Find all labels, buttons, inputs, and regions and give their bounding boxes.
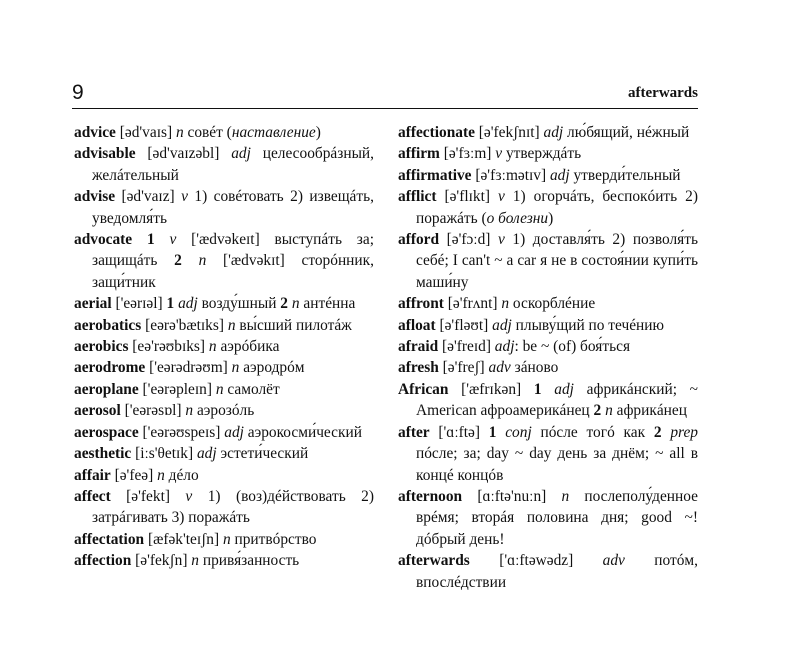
definition-text: африкáнский; ~ American афроамерикáнец: [416, 380, 699, 420]
page-number: 9: [72, 81, 84, 104]
headword: African: [398, 380, 449, 398]
definition-text: [ə'flɪkt]: [436, 188, 498, 206]
dictionary-entry: [74, 315, 374, 336]
sense-number: 2: [174, 252, 182, 270]
definition-text: [ə'fɜːm]: [439, 145, 496, 163]
definition-text: [496, 424, 505, 441]
dictionary-entry: [398, 315, 698, 336]
definition-text: привя́занность: [199, 552, 300, 570]
dictionary-entry: [74, 186, 374, 229]
dictionary-entry: [74, 486, 374, 529]
definition-text: [ə'fekʃn]: [131, 552, 192, 570]
grammar-label: n: [208, 338, 217, 356]
dictionary-entry: [398, 143, 698, 164]
definition-text: ['eərəpleɪn]: [138, 380, 216, 398]
grammar-label: о болезни: [486, 209, 549, 227]
grammar-label: adj: [494, 338, 515, 356]
definition-text: ['ɑːftəwədz]: [469, 552, 603, 570]
definition-text: [əd'vaɪzəbl]: [135, 145, 232, 163]
definition-text: [ə'fekt]: [110, 487, 186, 505]
headword: afternoon: [398, 487, 463, 505]
definition-text: самолёт: [223, 380, 280, 398]
definition-text: утверждáть: [502, 145, 582, 163]
definition-text: возду́шный: [197, 295, 281, 313]
definition-text: утверди́тельный: [569, 166, 681, 184]
definition-text: 1) огорчáть, беспокóить 2) поражáть (: [416, 188, 698, 227]
definition-text: 1) (воз)дéйствовать 2) затрáгивать 3) поражáть: [92, 487, 374, 527]
definition-text: притвóрство: [230, 530, 317, 548]
right-column: [398, 122, 698, 593]
definition-text: ['ædvəkeɪt] выступáть за; защищáть: [92, 231, 374, 270]
definition-text: : be ~ (of) боя́ться: [514, 338, 631, 356]
dictionary-entry: [398, 422, 698, 486]
definition-text: ): [548, 209, 554, 227]
definition-text: [ə'feə]: [110, 466, 158, 484]
definition-text: целесообрáзный, желáтельный: [92, 145, 374, 184]
dictionary-entry: [74, 465, 374, 486]
definition-text: [iːs'θetɪk]: [131, 445, 197, 463]
definition-text: дéло: [164, 466, 199, 484]
definition-text: аэрóбика: [216, 338, 280, 356]
headword: affection: [74, 552, 132, 570]
definition-text: [155, 231, 170, 248]
definition-text: лю́бящий, нéжный: [563, 124, 690, 141]
grammar-label: v: [497, 188, 505, 206]
grammar-label: adv: [602, 552, 625, 570]
grammar-label: n: [222, 530, 231, 548]
definition-text: зáново: [510, 359, 559, 377]
headword: afford: [398, 231, 440, 249]
dictionary-entry: [398, 229, 698, 293]
definition-text: послеполу́денное врéмя; вторáя половина дня; good ~! дóбрый день!: [416, 487, 698, 548]
definition-text: совéт (: [183, 124, 232, 141]
headword: afflict: [398, 188, 437, 206]
definition-text: [eə'rəʊbɪks]: [128, 338, 209, 356]
definition-text: ['eərədrəʊm]: [145, 359, 232, 377]
dictionary-entry: [398, 336, 698, 357]
dictionary-entry: [74, 550, 374, 571]
sense-number: 2: [593, 402, 602, 420]
definition-text: [ə'fɔːd]: [439, 231, 498, 249]
definition-text: эстети́ческий: [216, 445, 309, 463]
header-rule: [72, 108, 698, 109]
grammar-label: adj: [549, 166, 570, 184]
definition-text: 1) доставля́ть 2) позволя́ть себé; I can't ~ a car я не в состоя́нии купи́ть маши́ну: [416, 231, 698, 291]
definition-text: [eərə'bætɪks]: [141, 316, 228, 334]
grammar-label: v: [185, 487, 193, 505]
definition-text: [ə'freʃ]: [438, 359, 489, 377]
sense-number: 1: [533, 380, 542, 398]
sense-number: 1: [488, 423, 497, 441]
definition-text: африкáнец: [612, 402, 687, 420]
headword: advice: [74, 124, 116, 141]
grammar-label: n: [227, 316, 236, 334]
grammar-label: v: [169, 231, 177, 249]
grammar-label: adj: [492, 316, 512, 334]
grammar-label: n: [175, 124, 184, 141]
headword: aerosol: [74, 402, 121, 420]
grammar-label: adj: [554, 380, 574, 398]
grammar-label: n: [185, 402, 194, 420]
headword: aeroplane: [74, 380, 139, 398]
dictionary-entry: [398, 122, 698, 143]
dictionary-entry: [74, 293, 374, 314]
grammar-label: n: [157, 466, 165, 484]
grammar-label: adj: [543, 124, 564, 141]
headword: advise: [74, 188, 116, 206]
grammar-label: n: [291, 295, 300, 313]
headword: afterwards: [398, 552, 470, 570]
sense-number: 1: [166, 295, 175, 313]
headword: affirm: [398, 145, 440, 163]
sense-number: 2: [653, 423, 662, 441]
definition-text: ['eərəsɒl]: [120, 402, 186, 420]
dictionary-entry: [74, 357, 374, 378]
grammar-label: n: [561, 487, 570, 505]
headword: affectionate: [398, 124, 475, 141]
definition-text: 1) совéтовать 2) извещáть, уведомля́ть: [92, 188, 374, 227]
headword: advisable: [74, 145, 136, 163]
grammar-label: v: [497, 231, 505, 249]
dictionary-entry: [398, 293, 698, 314]
dictionary-entry: [398, 186, 698, 229]
definition-text: аэродрóм: [239, 359, 305, 377]
definition-text: антéнна: [299, 295, 356, 313]
definition-text: пóсле тогó как: [531, 423, 654, 441]
definition-text: [132, 231, 147, 248]
sense-number: 1: [146, 231, 155, 249]
dictionary-entry: [74, 336, 374, 357]
grammar-label: adj: [224, 423, 244, 441]
dictionary-entry: [398, 486, 698, 550]
headword: afresh: [398, 359, 439, 377]
headword: aesthetic: [74, 445, 132, 463]
grammar-label: наставление: [231, 124, 316, 141]
headword: after: [398, 423, 430, 441]
headword: aerospace: [74, 423, 139, 441]
definition-text: [ə'frʌnt]: [443, 295, 502, 313]
dictionary-entry: [398, 357, 698, 378]
dictionary-entry: [398, 379, 698, 422]
grammar-label: prep: [670, 423, 698, 441]
headword: aerodrome: [74, 359, 146, 377]
headword: affront: [398, 295, 444, 313]
definition-text: ['eərɪəl]: [111, 295, 167, 313]
definition-text: [əd'vaɪz]: [115, 188, 182, 206]
definition-text: ['æfrɪkən]: [448, 380, 534, 398]
definition-text: плыву́щий по течéнию: [511, 316, 665, 334]
dictionary-entry: [74, 422, 374, 443]
dictionary-entry: [74, 229, 374, 293]
definition-text: пóсле; за; day ~ day день за днём; ~ all в концé концóв: [416, 445, 698, 484]
headword: afloat: [398, 316, 436, 334]
definition-text: [ə'freɪd]: [438, 338, 495, 356]
headword: affirmative: [398, 166, 472, 184]
definition-text: [ə'fɜːmətɪv]: [471, 166, 550, 184]
headword: aerobics: [74, 338, 129, 356]
grammar-label: conj: [505, 423, 532, 441]
grammar-label: v: [181, 188, 188, 206]
grammar-label: adv: [488, 359, 511, 377]
dictionary-entry: [398, 550, 698, 593]
definition-text: [542, 381, 555, 398]
definition-text: ['eərəʊspeɪs]: [138, 423, 225, 441]
dictionary-entry: [74, 122, 374, 143]
grammar-label: adj: [231, 145, 251, 163]
grammar-label: n: [501, 295, 510, 313]
definition-text: ['ɑːftə]: [429, 423, 489, 441]
definition-text: ['ædvəkɪt] сторóнник, защи́тник: [92, 252, 374, 291]
dictionary-entry: [74, 143, 374, 186]
page-header: [72, 82, 698, 104]
headword: advocate: [74, 231, 133, 249]
headword: affect: [74, 487, 111, 505]
dictionary-entry: [74, 529, 374, 550]
grammar-label: adj: [178, 295, 198, 313]
definition-text: потóм, впослéдствии: [416, 552, 698, 591]
definition-text: [æfək'teɪʃn]: [144, 530, 223, 548]
dictionary-entry: [398, 165, 698, 186]
definition-text: оскорблéние: [509, 295, 596, 313]
dictionary-entry: [74, 379, 374, 400]
definition-text: аэрокосми́ческий: [243, 423, 362, 441]
grammar-label: n: [191, 552, 199, 570]
definition-text: ): [315, 124, 321, 141]
headword: aerobatics: [74, 316, 142, 334]
headword: affectation: [74, 530, 145, 548]
sense-number: 2: [280, 295, 288, 313]
grammar-label: n: [231, 359, 240, 377]
dictionary-entry: [74, 400, 374, 421]
definition-text: аэрозóль: [193, 402, 255, 420]
headword: afraid: [398, 338, 439, 356]
grammar-label: adj: [196, 445, 217, 463]
definition-text: вы́сший пилотáж: [235, 316, 352, 334]
headword: aerial: [74, 295, 112, 313]
grammar-label: v: [495, 145, 503, 163]
definition-text: [ɑːftə'nuːn]: [462, 487, 562, 505]
definition-text: [182, 252, 199, 269]
definition-text: [ə'fləʊt]: [435, 316, 493, 334]
definition-text: [ə'fekʃnɪt]: [474, 124, 544, 141]
grammar-label: n: [215, 380, 224, 398]
left-column: [74, 122, 374, 572]
grammar-label: n: [605, 402, 613, 420]
headword: affair: [74, 466, 111, 484]
dictionary-entry: [74, 443, 374, 464]
grammar-label: n: [198, 252, 207, 270]
definition-text: [əd'vaɪs]: [115, 124, 176, 141]
running-head: afterwards: [628, 85, 698, 101]
